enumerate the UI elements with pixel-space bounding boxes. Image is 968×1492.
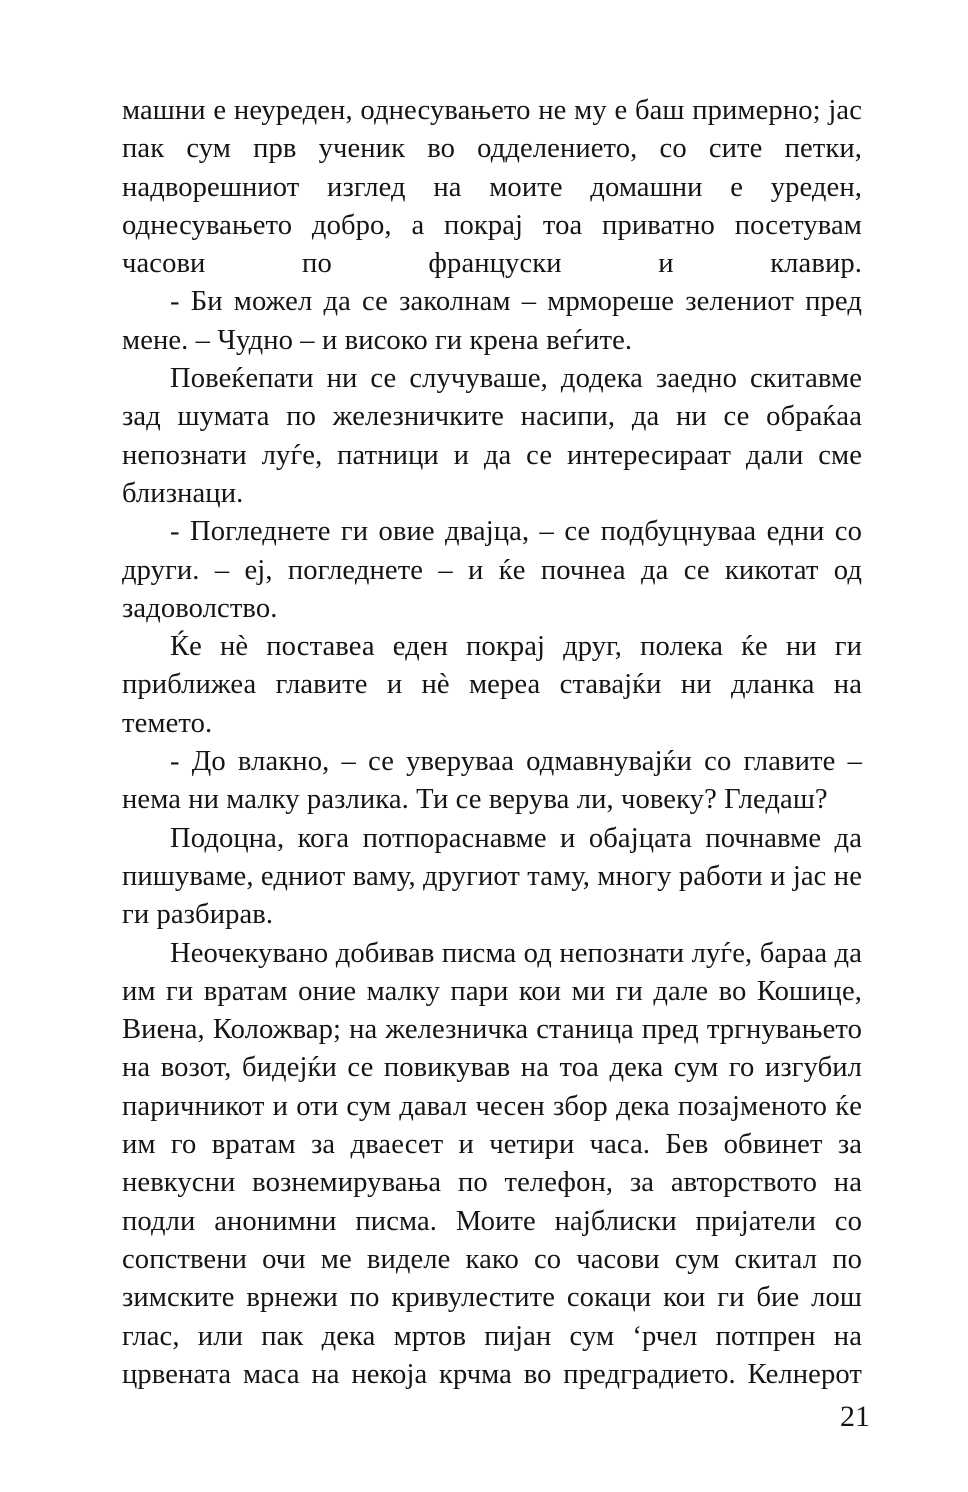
paragraph-4: - Погледнете ги овие двајца, – се подбуцнуваа едни со други. – еј, погледнете – и ќе почнеа да се кикотат од задоволство. — [122, 516, 862, 624]
page-text-block — [122, 92, 862, 1394]
paragraph-5: Ќе нè поставеа еден покрај друг, полека ќе ни ги приближеа главите и нè мереа ставајќи ни дланка на темето. — [122, 631, 862, 739]
page-number: 21 — [840, 1400, 870, 1433]
paragraph-2: - Би можел да се заколнам – мрмореше зелениот пред мене. – Чудно – и високо ги крена веѓите. — [122, 286, 862, 356]
paragraph-3: Повеќепати ни се случуваше, додека заедно скитавме зад шумата по железничките насипи, да ни се обраќаа непознати луѓе, патници и да се интересираат дали сме близнаци. — [122, 363, 862, 509]
paragraph-6: - До влакно, – се уверуваа одмавнувајќи со главите – нема ни малку разлика. Ти се верува ли, човеку? Гледаш? — [122, 746, 862, 816]
paragraph-1: машни е неуреден, однесувањето не му е баш примерно; јас пак сум прв ученик во одделението, со сите петки, надворешниот изглед на моите домашни е уреден, однесувањето добро, а покрај тоа приватно посетувам часови по француски и клавир. — [122, 95, 862, 280]
paragraph-7: Подоцна, кога потпораснавме и обајцата почнавме да пишуваме, едниот ваму, другиот таму, многу работи и јас не ги разбирав. — [122, 822, 862, 931]
paragraph-8: Неочекувано добивав писма од непознати луѓе, бараа да им ги вратам оние малку пари кои ми ги дале во Кошице, Виена, Коложвар; на железничка станица пред тргнувањето на возот, бидејќи се повикував на тоа дека сум го изгубил паричникот и оти сум давал чесен збор дека позајменото ќе им го вратам за дваесет и четири часа. Бев обвинет за невкусни вознемирувања по телефон, за авторството на подли анонимни писма. Моите најблиски пријатели со сопствени очи ме виделе како со часови сум скитал по зимските врнежи по кривулестите сокаци кои ги бие лош глас, или пак дека мртов пијан сум ‘рчел потпрен на црвената маса на некоја крчма во предградието. Келнерот — [122, 937, 862, 1390]
